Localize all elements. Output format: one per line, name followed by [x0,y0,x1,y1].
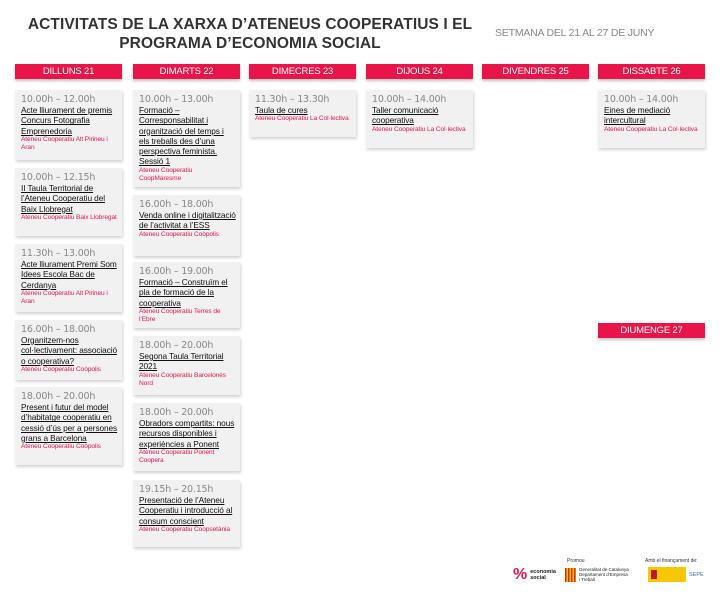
event-title-link[interactable]: Presentació de l’Ateneu Cooperatiu i introducció al consum conscient [139,495,233,526]
senyera-icon [565,568,576,582]
event-card[interactable] [133,195,240,256]
event-organizer: Ateneu Cooperatiu Coòpolis [139,230,219,238]
economia-social-logo [513,567,556,583]
financing-label: Amb el finançament de: [645,558,698,564]
event-organizer: Ateneu Cooperatiu Baix Llobregat [21,213,117,221]
event-title-link[interactable]: Formació – Corresponsabilitat i organització del temps i els treballs des d’una perspectiva feminista. Sessió 1 [139,105,224,167]
event-card[interactable] [15,320,122,380]
event-card[interactable] [366,90,473,148]
event-organizer: Ateneu Cooperatiu Alt Pirineu i Aran [21,289,108,306]
event-card[interactable] [133,262,240,328]
day-header-dissabte: DISSABTE 26 [598,64,705,79]
logo-text-2: social [530,575,546,581]
event-organizer: Ateneu Cooperatiu Coòpolis [21,365,101,373]
spain-emblem-icon [648,567,686,582]
event-organizer: Ateneu Cooperatiu Alt Pirineu i Aran [21,135,108,152]
logo-text-1: economia [530,569,556,575]
day-header-dijous: DIJOUS 24 [366,64,473,79]
event-organizer: Ateneu Cooperatiu La Col·lectiva [255,115,349,123]
event-title-link[interactable]: Taller comunicació cooperativa [372,105,439,126]
event-time: 10.00h – 12.00h [21,94,96,105]
event-card[interactable] [133,90,240,187]
generalitat-logo [565,567,629,582]
event-time: 16.00h – 18.00h [21,324,96,335]
day-header-diumenge: DIUMENGE 27 [598,323,705,338]
event-organizer: Ateneu Cooperatiu Barcelonès Nord [139,371,227,387]
event-time: 18.00h – 20.00h [21,391,96,402]
event-card[interactable] [15,90,122,160]
event-card[interactable] [133,403,240,471]
event-title-link[interactable]: Eines de mediació intercultural [604,105,671,126]
event-time: 10.00h – 14.00h [604,94,679,105]
gobierno-sepe-logo [648,567,704,582]
event-time: 10.00h – 14.00h [372,94,447,105]
event-time: 19.15h – 20.15h [139,484,214,495]
event-time: 18.00h – 20.00h [139,407,214,418]
day-header-dimecres: DIMECRES 23 [249,64,356,79]
event-title-link[interactable]: Segona Taula Territorial 2021 [139,351,224,372]
week-range: SETMANA DEL 21 AL 27 DE JUNY [495,27,655,39]
event-title-link[interactable]: Obradors compartits: nous recursos disponibles i experiències a Ponent [139,418,235,449]
event-organizer: Ateneu Cooperatiu Ponent Coopera [139,448,215,465]
event-title-link[interactable]: Present i futur del model d’habitatge cooperatiu en cessió d’ús per a persones grans a Barcelona [21,402,118,443]
gen-line-2: Departament d’Empresa [579,572,628,577]
event-organizer: Ateneu Cooperatiu La Col·lectiva [604,125,698,133]
event-organizer: Ateneu Cooperatiu Coopsetània [139,525,230,533]
event-organizer: Ateneu Cooperatiu Coòpolis [21,443,101,451]
event-time: 11.30h – 13.00h [21,248,96,259]
title-line-2: PROGRAMA D’ECONOMIA SOCIAL [119,35,381,52]
event-time: 11.30h – 13.30h [255,94,330,105]
generalitat-text [579,567,629,582]
economia-social-text [530,569,556,581]
promou-label: Promou [567,558,585,564]
event-title-link[interactable]: Formació – Construïm el pla de formació de la cooperativa [139,277,228,308]
event-title-link[interactable]: Organitzem-nos col·lectivament: associació o cooperativa? [21,335,117,366]
sepe-text: SEPE [689,571,704,578]
event-title-link[interactable]: Acte lliurament Premi Som Idees Escola Bac de Cerdanya [21,259,117,290]
event-title-link[interactable]: Venda online i digitalització de l’activitat a l’ESS [139,210,236,231]
event-organizer: Ateneu Cooperatiu Terres de l’Ebre [139,307,221,324]
event-card[interactable] [249,90,356,137]
event-card[interactable] [15,244,122,312]
gen-line-3: i Treball [579,577,595,582]
title-line-1: ACTIVITATS DE LA XARXA D’ATENEUS COOPERATIUS I EL [27,16,473,33]
event-title-link[interactable]: Acte lliurament de premis Concurs Fotografia Emprenedoria [21,105,113,136]
event-card[interactable] [15,168,122,236]
event-card[interactable] [598,90,705,148]
event-organizer: Ateneu Cooperatiu CoopMaresme [139,166,193,183]
event-card[interactable] [133,480,240,547]
percent-icon: % [513,566,528,583]
day-header-dimarts: DIMARTS 22 [133,64,240,79]
event-time: 18.00h – 20.00h [139,340,214,351]
event-time: 10.00h – 13.00h [139,94,214,105]
page-title [20,15,480,53]
event-card[interactable] [133,336,240,395]
event-time: 16.00h – 19.00h [139,266,214,277]
event-title-link[interactable]: II Taula Territorial de l’Ateneu Cooperatiu del Baix Llobregat [21,183,105,214]
event-time: 10.00h – 12.15h [21,172,96,183]
day-header-dilluns: DILLUNS 21 [15,64,122,79]
event-time: 16.00h – 18.00h [139,199,214,210]
gen-line-1: Generalitat de Catalunya [579,567,629,572]
day-header-divendres: DIVENDRES 25 [482,64,589,79]
event-title-link[interactable]: Taula de cures [255,105,308,115]
event-organizer: Ateneu Cooperatiu La Col·lectiva [372,125,466,133]
event-card[interactable] [15,387,122,465]
